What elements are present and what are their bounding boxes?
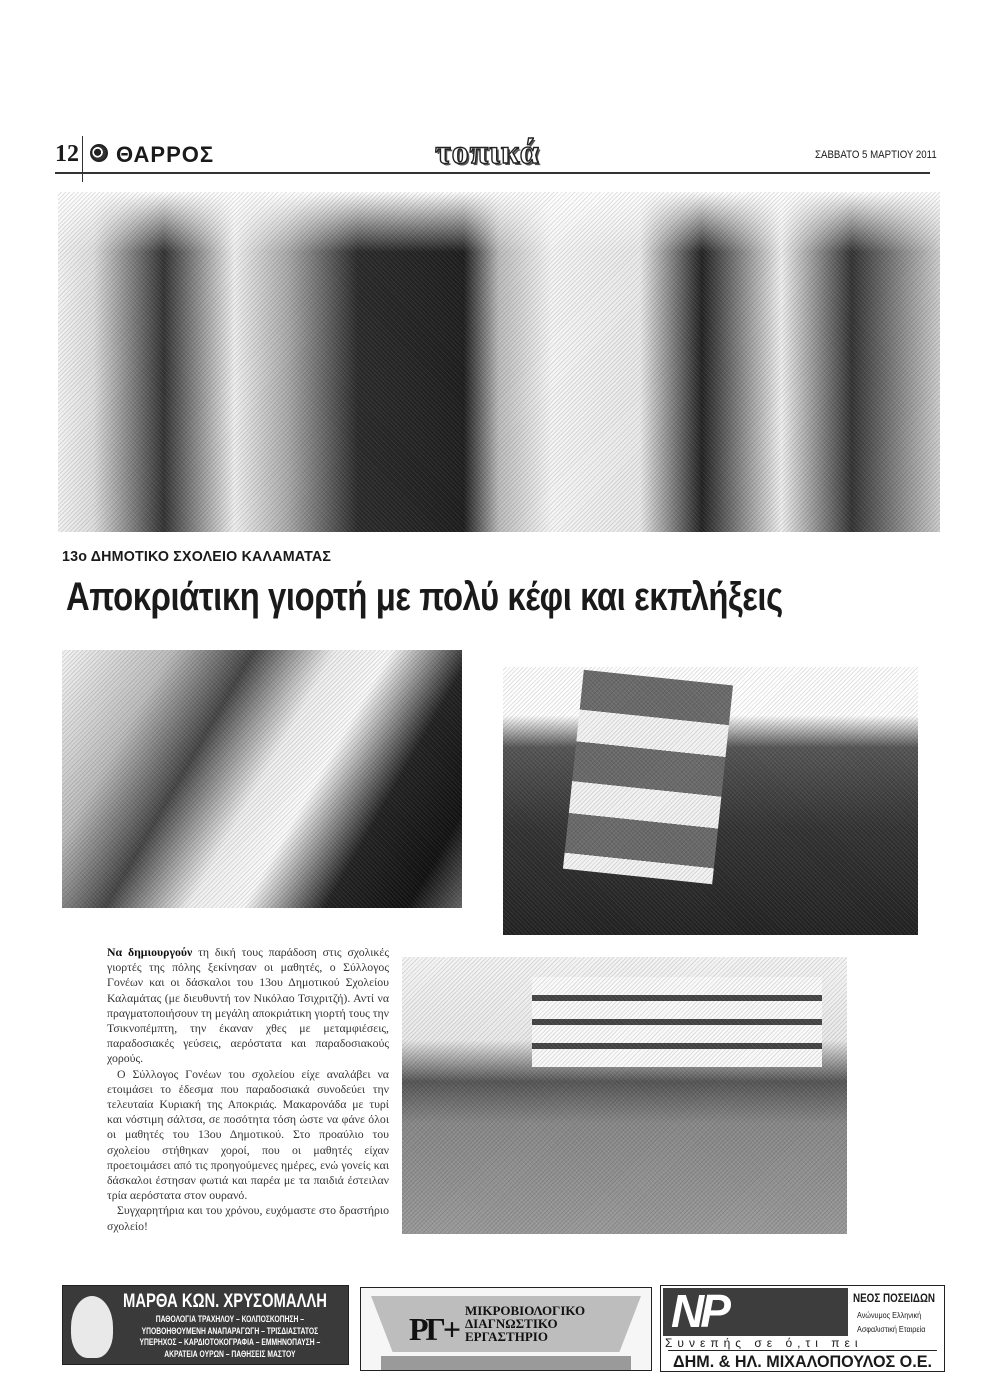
article-body [107,945,389,1234]
ad-doctor-name: ΜΑΡΘΑ ΚΩΝ. ΧΡΥΣΟΜΑΛΛΗ [123,1291,328,1312]
newspaper-logo-icon [90,144,108,162]
header-rule [55,172,930,174]
insurance-logo-icon: NP [671,1285,727,1337]
lab-name: ΜΙΚΡΟΒΙΟΛΟΓΙΚΟ ΔΙΑΓΝΩΣΤΙΚΟ ΕΡΓΑΣΤΗΡΙΟ [465,1303,586,1344]
article-paragraph: Να δημιουργούν τη δική τους παράδοση στις σχολικές γιορτές της πόλης ξεκίνησαν οι μαθητές, ο Σύλλογος Γονέων και οι δάσκαλοι του 13ου Δημοτικού Σχολείου Καλαμάτας (με διευθυντή τον Νικόλαο Τσιχριτζή). Αντί να πραγματοποιήσουν τη μεγάλη αποκριάτικη γιορτή τους την Τσικνοπέμπτη, την έκαναν χθες με μεταμφιέσεις, παραδοσιακές γεύσεις, αερόστατα και παραδοσιακούς χορούς. [107,945,390,1066]
page-number: 12 [55,141,79,167]
food-serving-photo [62,650,462,908]
group-costume-photo [58,192,940,532]
schoolyard-dance-photo [402,957,847,1234]
ad-services: ΠΑΘΟΛΟΓΙΑ ΤΡΑΧΗΛΟΥ – ΚΟΛΠΟΣΚΟΠΗΣΗ – ΥΠΟΒΟΗΘΟΥΜΕΝΗ ΑΝΑΠΑΡΑΓΩΓΗ – ΤΡΙΣΔΙΑΣΤΑΤΟΣ ΥΠΕΡΗΧΟΣ – ΚΑΡΔΙΟΤΟΚΟΓΡΑΦΙΑ – ΕΜΜΗΝΟΠΑΥΣΗ – ΑΚΡΑΤΕΙΑ ΟΥΡΩΝ – ΠΑΘΗΣΕΙΣ ΜΑΣΤΟΥ [139,1314,321,1359]
mother-child-icon [71,1296,113,1358]
insurance-agency: ΔΗΜ. & ΗΛ. ΜΙΧΑΛΟΠΟΥΛΟΣ Ο.Ε. [668,1350,937,1372]
lab-logo-icon: PΓ+ [409,1311,459,1347]
insurance-tagline: Συνεπής σε ό,τι πει [665,1336,863,1350]
article-headline: Αποκριάτικη γιορτή με πολύ κέφι και εκπλήξεις [66,575,783,619]
insurance-subtitle: Ανώνυμος Ελληνική [857,1310,922,1320]
ad-microbiology-lab[interactable] [360,1287,652,1371]
insurance-subtitle: Ασφαλιστική Εταιρεία [857,1324,926,1334]
article-paragraph: Ο Σύλλογος Γονέων του σχολείου είχε αναλάβει να ετοιμάσει το έδεσμα που παραδοσιακά συνοδεύει την τελευταία Κυριακή της Αποκριάς. Μακαρονάδα με τυρί και νόστιμη σάλτσα, σε ποσότητα τόση ώστε να φάνε όλοι οι μαθητές του 13ου Δημοτικού. Στο προαύλιο του σχολείου στήθηκαν χοροί, που οι μαθητές είχαν προετοιμάσει από τις προηγούμενες ημέρες, ενώ γονείς και δάσκαλοι έστησαν φωτιά και παρέα με τα παιδιά έστειλαν τρία αερόστατα στον ουρανό. [107,1066,389,1203]
ad-gynecologist[interactable] [62,1285,349,1365]
hot-air-balloon-photo [503,667,918,935]
newspaper-masthead: ΘΑΡΡΟΣ [116,142,215,167]
section-title: τοπικά [435,134,540,171]
insurance-brand: ΝΕΟΣ ΠΟΣΕΙΔΩΝ [853,1291,935,1305]
article-kicker: 13ο ΔΗΜΟΤΙΚΟ ΣΧΟΛΕΙΟ ΚΑΛΑΜΑΤΑΣ [62,548,332,565]
header-divider [82,136,83,182]
issue-date: ΣΑΒΒΑΤΟ 5 ΜΑΡΤΙΟΥ 2011 [815,149,937,161]
ad-insurance[interactable] [660,1285,945,1372]
article-paragraph: Συγχαρητήρια και του χρόνου, ευχόμαστε στο δραστήριο σχολείο! [107,1203,389,1233]
article-lead: Να δημιουργούν [107,945,193,959]
